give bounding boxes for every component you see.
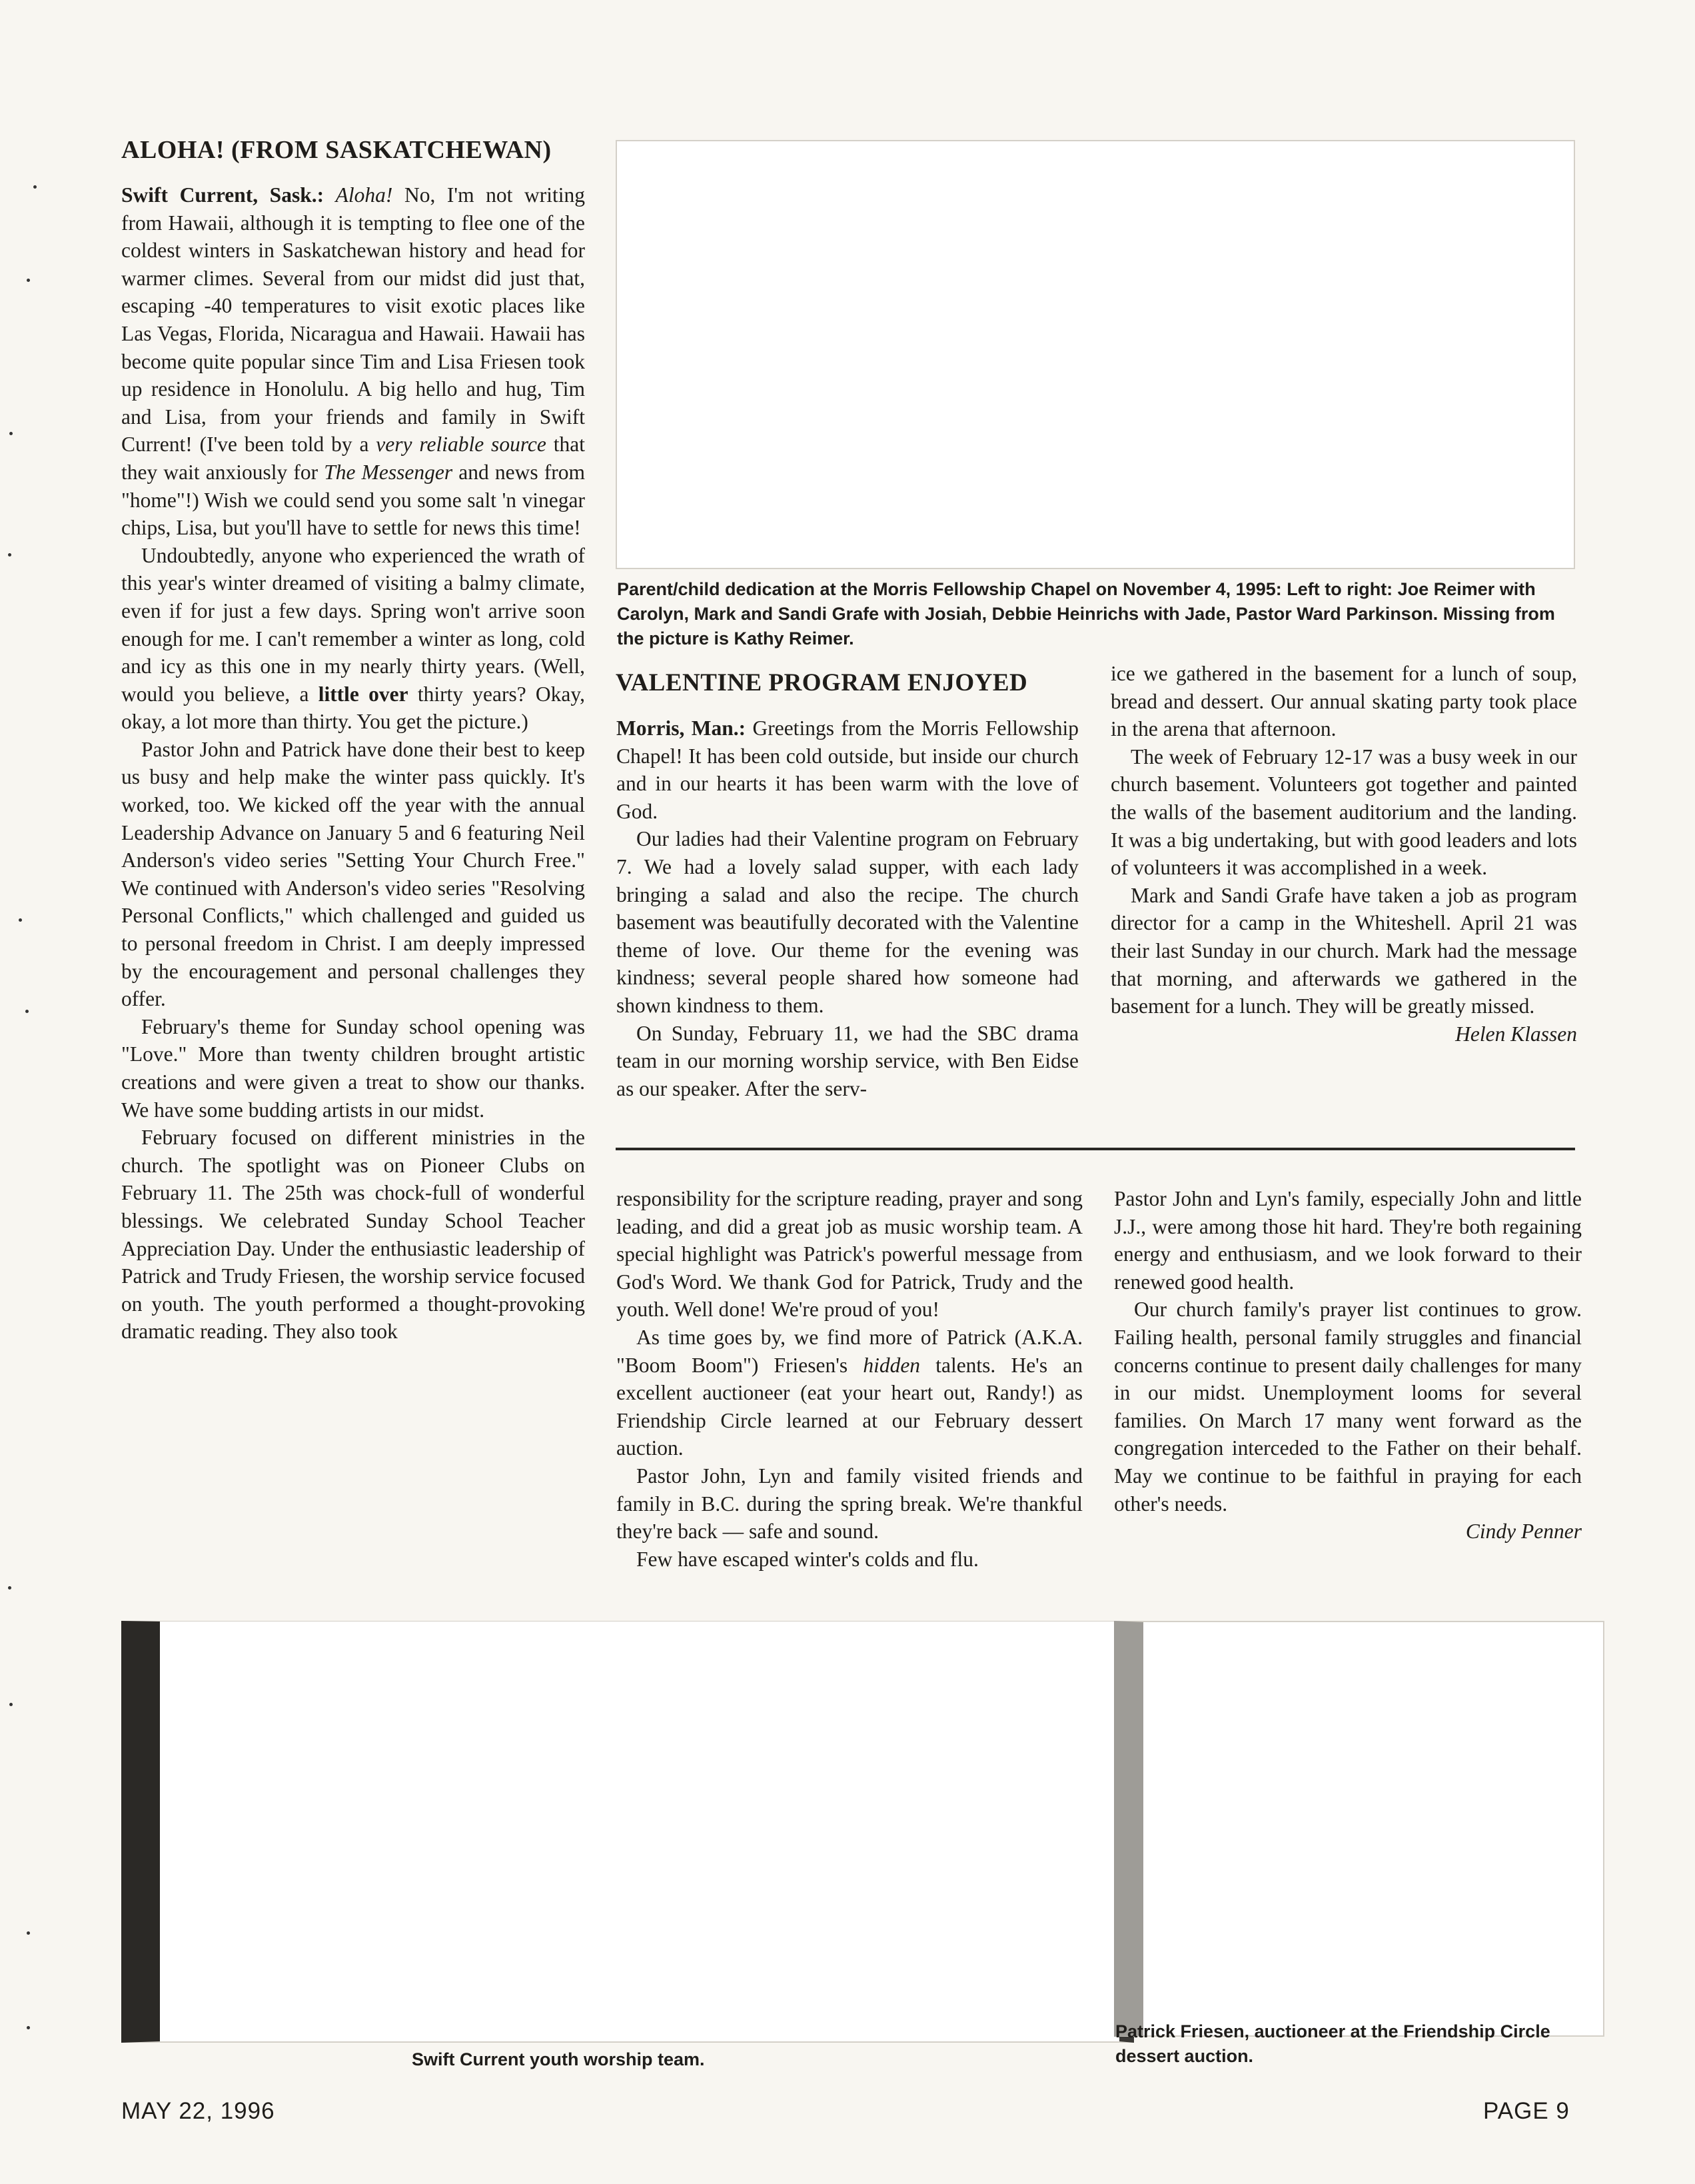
margin-mark — [33, 185, 37, 189]
aloha-paragraph: Few have escaped winter's colds and flu. — [636, 1547, 979, 1571]
aloha-bold: little over — [318, 682, 408, 706]
aloha-paragraph: Our church family's prayer list continues to grow. Failing health, personal family struggles and financial concerns continue to present daily challenges for many in our midst. Unemployment looms for several families. On March 17 many went forward as the congregation interceded to the Father on their behalf. May we continue to be faithful in praying for each other's needs. — [1114, 1298, 1582, 1516]
valentine-paragraph: ice we gathered in the basement for a lunch of soup, bread and dessert. Our annual skating party took place in the arena that afternoon. — [1111, 662, 1577, 741]
aloha-column-3 — [1114, 1185, 1582, 1546]
aloha-text: and news from "home"!) Wish we could send you some salt 'n vinegar chips, Lisa, but you'll have to settle for news this time! — [121, 460, 585, 540]
aloha-italic: Aloha! — [335, 183, 393, 207]
aloha-paragraph: Pastor John and Lyn's family, especially John and little J.J., were among those hit hard. They're both regaining energy and enthusiasm, and we look forward to their renewed good health. — [1114, 1187, 1582, 1294]
aloha-italic: hidden — [863, 1353, 921, 1377]
aloha-text: No, I'm not writing from Hawaii, although it is tempting to flee one of the coldest winters in Saskatchewan history and head for warmer climes. Several from our midst did just that, escaping -40 temperatures to visit exotic places like Las Vegas, Florida, Nicaragua and Hawaii. Hawaii has become quite popular since Tim and Lisa Friesen took up residence in Honolulu. A big hello and hug, Tim and Lisa, from your friends and family in Swift Current! (I've been told by a — [121, 183, 585, 457]
margin-mark — [25, 1010, 29, 1013]
aloha-headline: ALOHA! (FROM SASKATCHEWAN) — [121, 136, 552, 164]
margin-mark — [19, 918, 22, 922]
aloha-paragraph: responsibility for the scripture reading, prayer and song leading, and did a great job as music worship team. A special highlight was Patrick's powerful message from God's Word. We thank God for Patrick, Trudy and the youth. Well done! We're proud of you! — [616, 1187, 1083, 1322]
aloha-text: Undoubtedly, anyone who experienced the wrath of this year's winter dreamed of visiting a balmy climate, even if for just a few days. Spring won't arrive soon enough for me. I can't remember a winter as long, cold and icy as this one in my nearly thirty years. (Well, would you believe, a — [121, 543, 585, 706]
valentine-column-2 — [1111, 660, 1577, 1048]
aloha-italic: very reliable source — [376, 433, 546, 457]
aloha-paragraph — [121, 542, 585, 736]
aloha-paragraph: February's theme for Sunday school opening was "Love." More than twenty children brought artistic creations and were given a treat to show our thanks. We have some budding artists in our midst. — [121, 1014, 585, 1122]
valentine-paragraph: Our ladies had their Valentine program on February 7. We had a lovely salad supper, with each lady bringing a salad and also the recipe. The church basement was beautifully decorated with the Valentine theme of love. Our theme for the evening was kindness; several people shared how someone had shown kindness to them. — [616, 827, 1079, 1017]
margin-mark — [27, 279, 30, 282]
valentine-dateline: Morris, Man.: — [616, 716, 746, 740]
valentine-paragraph: On Sunday, February 11, we had the SBC drama team in our morning worship service, with Ben Eidse as our speaker. After the serv- — [616, 1021, 1079, 1100]
auctioneer-photo — [1114, 1621, 1604, 2037]
margin-mark — [27, 1931, 30, 1935]
valentine-paragraph: Mark and Sandi Grafe have taken a job as program director for a camp in the Whiteshell. April 21 was their last Sunday in our church. Mark had the message that morning, and afterwards we gathered in the basement for a lunch. They will be greatly missed. — [1111, 883, 1577, 1018]
aloha-paragraph: February focused on different ministries in the church. The spotlight was on Pioneer Clubs on February 11. The 25th was chock-full of wonderful blessings. We celebrated Sunday School Teacher Appreciation Day. Under the enthusiastic leadership of Patrick and Trudy Friesen, the worship service focused on youth. The youth performed a thought-provoking dramatic reading. They also took — [121, 1126, 585, 1344]
margin-mark — [8, 553, 11, 556]
aloha-text: thirty years? Okay, okay, a lot more than thirty. You get the picture.) — [121, 682, 585, 734]
aloha-paragraph — [616, 1324, 1083, 1462]
footer-page-number: PAGE 9 — [1483, 2098, 1570, 2124]
aloha-column-1 — [121, 181, 585, 1346]
dedication-caption: Parent/child dedication at the Morris Fellowship Chapel on November 4, 1995: Left to right: Joe Reimer with Carolyn, Mark and Sandi Grafe with Josiah, Debbie Heinrichs with Jade, Pastor Ward Parkinson. Missing from the picture is Kathy Reimer. — [617, 579, 1555, 648]
aloha-text: As time goes by, we find more of Patrick (A.K.A. "Boom Boom") Friesen's — [616, 1325, 1083, 1377]
margin-mark — [27, 2026, 30, 2029]
aloha-byline: Cindy Penner — [1465, 1520, 1582, 1544]
aloha-paragraph — [121, 181, 585, 542]
dedication-photo — [616, 140, 1575, 569]
valentine-headline: VALENTINE PROGRAM ENJOYED — [616, 669, 1028, 696]
footer-date: MAY 22, 1996 — [121, 2098, 275, 2124]
valentine-column-1 — [616, 714, 1079, 1102]
aloha-text: talents. He's an excellent auctioneer (eat your heart out, Randy!) as Friendship Circle learned at our February dessert auction. — [616, 1353, 1083, 1460]
margin-mark — [9, 1703, 13, 1706]
aloha-text: that they wait anxiously for — [121, 433, 585, 484]
aloha-paragraph: Pastor John and Patrick have done their best to keep us busy and help make the winter pass quickly. It's worked, too. We kicked off the year with the annual Leadership Advance on January 5 and 6 featuring Neil Anderson's video series "Setting Your Church Free." We continued with Anderson's video series "Resolving Personal Conflicts," which challenged and guided us to personal freedom in Christ. I am deeply impressed by the encouragement and personal challenges they offer. — [121, 737, 585, 1011]
margin-mark — [8, 1586, 11, 1590]
section-divider — [616, 1148, 1575, 1150]
aloha-dateline: Swift Current, Sask.: — [121, 183, 324, 207]
margin-mark — [9, 432, 13, 435]
valentine-paragraph — [616, 714, 1079, 825]
valentine-text: Greetings from the Morris Fellowship Chapel! It has been cold outside, but inside our church and in our hearts it has been warm with the love of God. — [616, 716, 1079, 823]
auctioneer-caption: Patrick Friesen, auctioneer at the Friendship Circle dessert auction. — [1115, 2021, 1550, 2066]
aloha-column-2 — [616, 1185, 1083, 1573]
youth-photo — [121, 1621, 1134, 2043]
valentine-byline: Helen Klassen — [1455, 1022, 1577, 1046]
valentine-paragraph: The week of February 12-17 was a busy week in our church basement. Volunteers got together and painted the walls of the basement auditorium and the landing. It was a big undertaking, but with good leaders and lots of volunteers it was accomplished in a week. — [1111, 744, 1577, 880]
youth-caption: Swift Current youth worship team. — [412, 2049, 705, 2069]
aloha-italic: The Messenger — [324, 460, 453, 484]
aloha-paragraph: Pastor John, Lyn and family visited friends and family in B.C. during the spring break. We're thankful they're back — safe and sound. — [616, 1464, 1083, 1544]
